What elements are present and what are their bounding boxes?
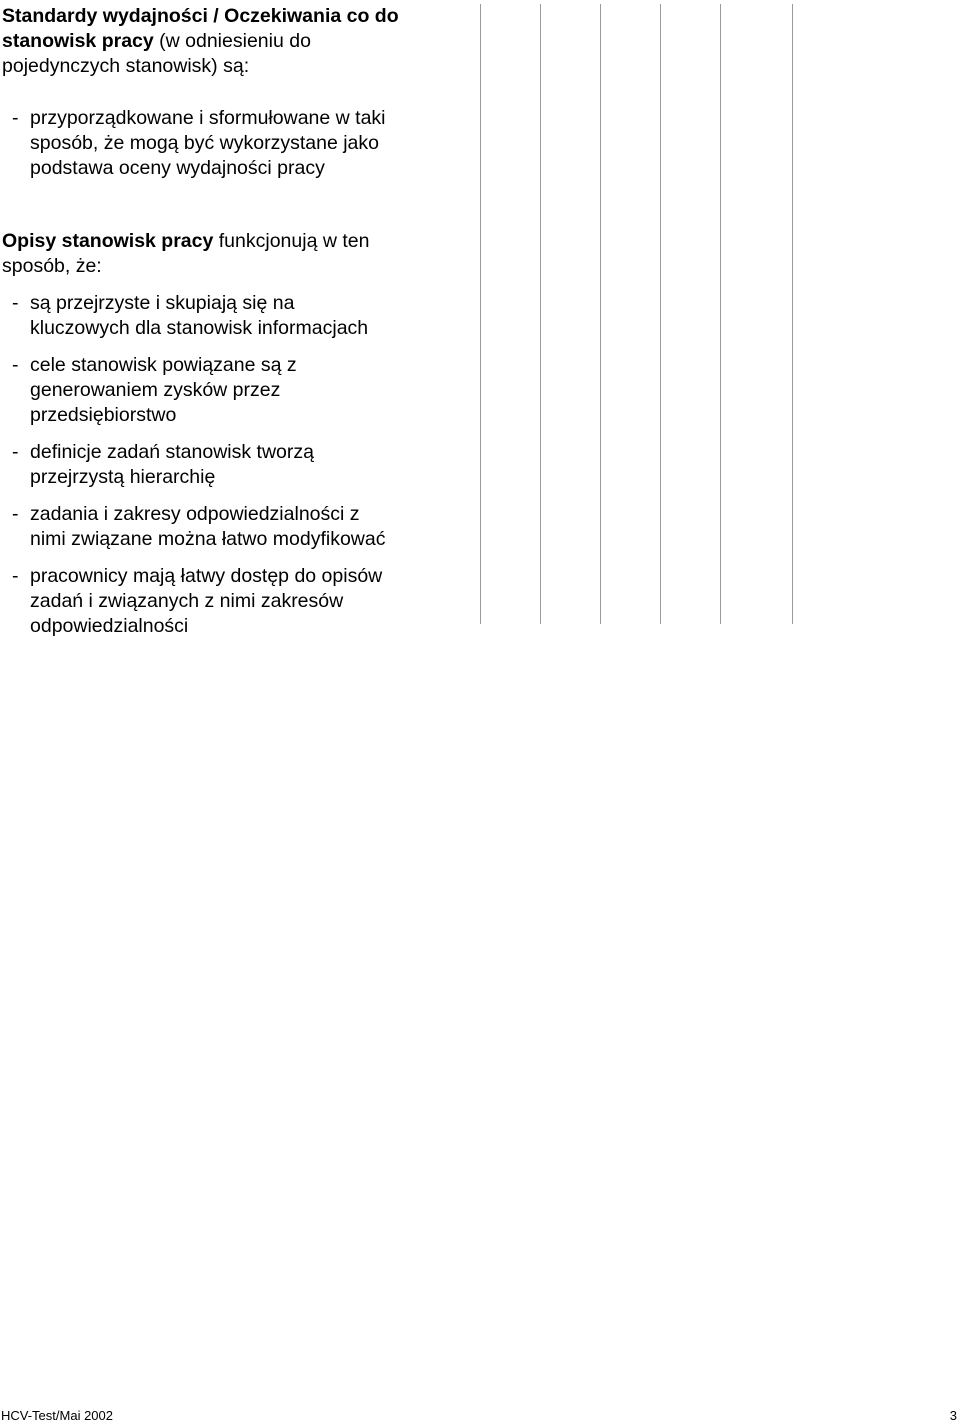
list-item-line: przyporządkowane i sformułowane w taki bbox=[30, 107, 386, 129]
list-item-line: cele stanowisk powiązane są z bbox=[30, 354, 297, 376]
list-item bbox=[2, 106, 478, 181]
footer-document-id: HCV-Test/Mai 2002 bbox=[1, 1408, 113, 1423]
column-divider bbox=[600, 4, 601, 624]
list-item bbox=[2, 291, 478, 341]
column-divider bbox=[720, 4, 721, 624]
heading-text: (w odniesieniu do bbox=[153, 30, 311, 52]
section-heading bbox=[2, 229, 478, 254]
list-item-line: definicje zadań stanowisk tworzą bbox=[30, 441, 314, 463]
section-performance-standards bbox=[2, 4, 478, 181]
list-item-line: zadań i związanych z nimi zakresów bbox=[30, 590, 344, 612]
list-item-line: kluczowych dla stanowisk informacjach bbox=[30, 317, 369, 339]
dash-marker: - bbox=[12, 565, 19, 587]
bullet-list bbox=[2, 291, 478, 639]
heading-bold-text: Opisy stanowisk pracy bbox=[2, 230, 214, 252]
page-number: 3 bbox=[949, 1408, 957, 1423]
section-heading bbox=[2, 54, 478, 79]
column-divider bbox=[540, 4, 541, 624]
list-item-line: sposób, że mogą być wykorzystane jako bbox=[30, 132, 380, 154]
list-item-line: zadania i zakresy odpowiedzialności z bbox=[30, 503, 360, 525]
bullet-list bbox=[2, 106, 478, 181]
list-item bbox=[2, 502, 478, 552]
dash-marker: - bbox=[12, 107, 19, 129]
heading-text: pojedynczych stanowisk) są: bbox=[2, 55, 250, 77]
list-item-line: odpowiedzialności bbox=[30, 615, 189, 637]
heading-text: funkcjonują w ten bbox=[213, 230, 370, 252]
section-job-descriptions bbox=[2, 229, 478, 639]
list-item bbox=[2, 440, 478, 490]
list-item-line: podstawa oceny wydajności pracy bbox=[30, 157, 325, 179]
list-item-line: generowaniem zysków przez bbox=[30, 379, 281, 401]
criteria-text-column bbox=[2, 4, 478, 639]
list-item-line: przejrzystą hierarchię bbox=[30, 466, 216, 488]
column-divider bbox=[480, 4, 481, 624]
heading-bold-text: Standardy wydajności / Oczekiwania co do bbox=[2, 5, 399, 27]
dash-marker: - bbox=[12, 292, 19, 314]
page-footer bbox=[0, 1407, 960, 1424]
section-heading bbox=[2, 4, 478, 29]
dash-marker: - bbox=[12, 441, 19, 463]
list-item-line: nimi związane można łatwo modyfikować bbox=[30, 528, 386, 550]
heading-text: sposób, że: bbox=[2, 255, 102, 277]
list-item bbox=[2, 564, 478, 639]
section-heading bbox=[2, 29, 478, 54]
dash-marker: - bbox=[12, 503, 19, 525]
list-item bbox=[2, 353, 478, 428]
column-divider bbox=[792, 4, 793, 624]
column-divider bbox=[660, 4, 661, 624]
heading-bold-text: stanowisk pracy bbox=[2, 30, 154, 52]
section-heading bbox=[2, 254, 478, 279]
dash-marker: - bbox=[12, 354, 19, 376]
list-item-line: są przejrzyste i skupiają się na bbox=[30, 292, 295, 314]
list-item-line: pracownicy mają łatwy dostęp do opisów bbox=[30, 565, 383, 587]
list-item-line: przedsiębiorstwo bbox=[30, 404, 177, 426]
